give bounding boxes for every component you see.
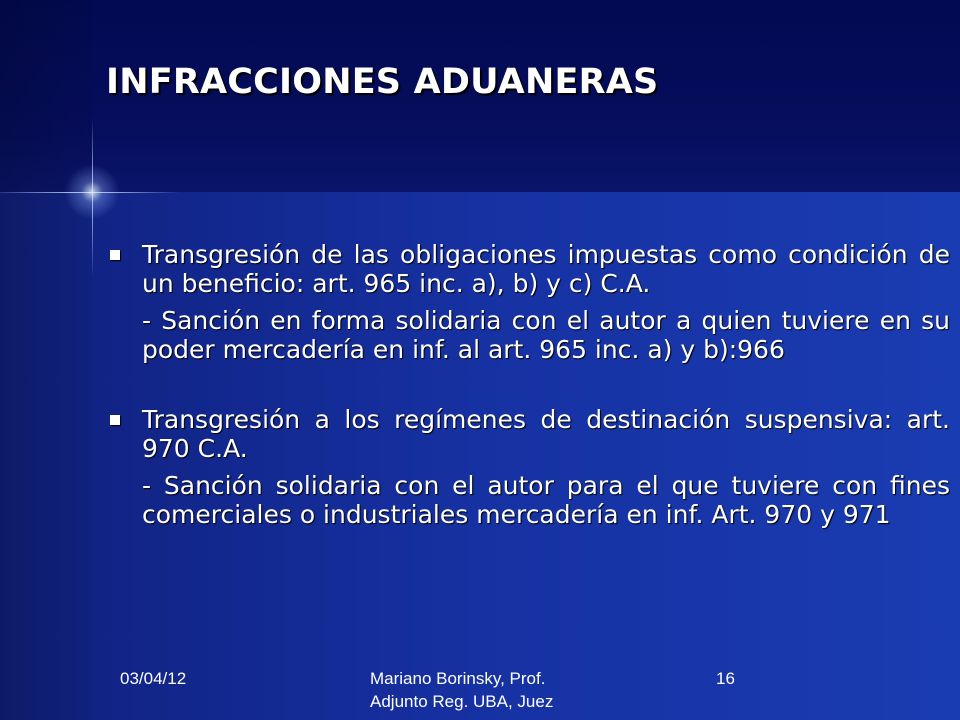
bullet-subtext: - Sanción en forma solidaria con el autor a quien tuviere en su poder mercadería en inf. al art. 965 inc. a) y b):966 bbox=[142, 306, 950, 364]
bullet-item bbox=[108, 240, 950, 364]
square-bullet-icon bbox=[110, 415, 120, 425]
decorative-glow bbox=[62, 162, 122, 222]
square-bullet-icon bbox=[110, 250, 120, 260]
footer-author-line: Mariano Borinsky, Prof. bbox=[370, 669, 546, 688]
bullet-item bbox=[108, 405, 950, 529]
slide-title: INFRACCIONES ADUANERAS bbox=[106, 62, 659, 102]
footer-author bbox=[370, 667, 670, 713]
footer-date: 03/04/12 bbox=[120, 669, 187, 688]
footer-author-line: Adjunto Reg. UBA, Juez bbox=[370, 692, 554, 711]
bullet-text: Transgresión a los regímenes de destinación suspensiva: art. 970 C.A. bbox=[142, 405, 950, 463]
page-number: 16 bbox=[716, 669, 735, 688]
bullet-text: Transgresión de las obligaciones impuestas como condición de un beneficio: art. 965 inc. a), b) y c) C.A. bbox=[142, 240, 950, 298]
bullet-list bbox=[108, 240, 950, 529]
bullet-subtext: - Sanción solidaria con el autor para el que tuviere con fines comerciales o industriales mercadería en inf. Art. 970 y 971 bbox=[142, 471, 950, 529]
left-accent-band bbox=[0, 0, 92, 720]
